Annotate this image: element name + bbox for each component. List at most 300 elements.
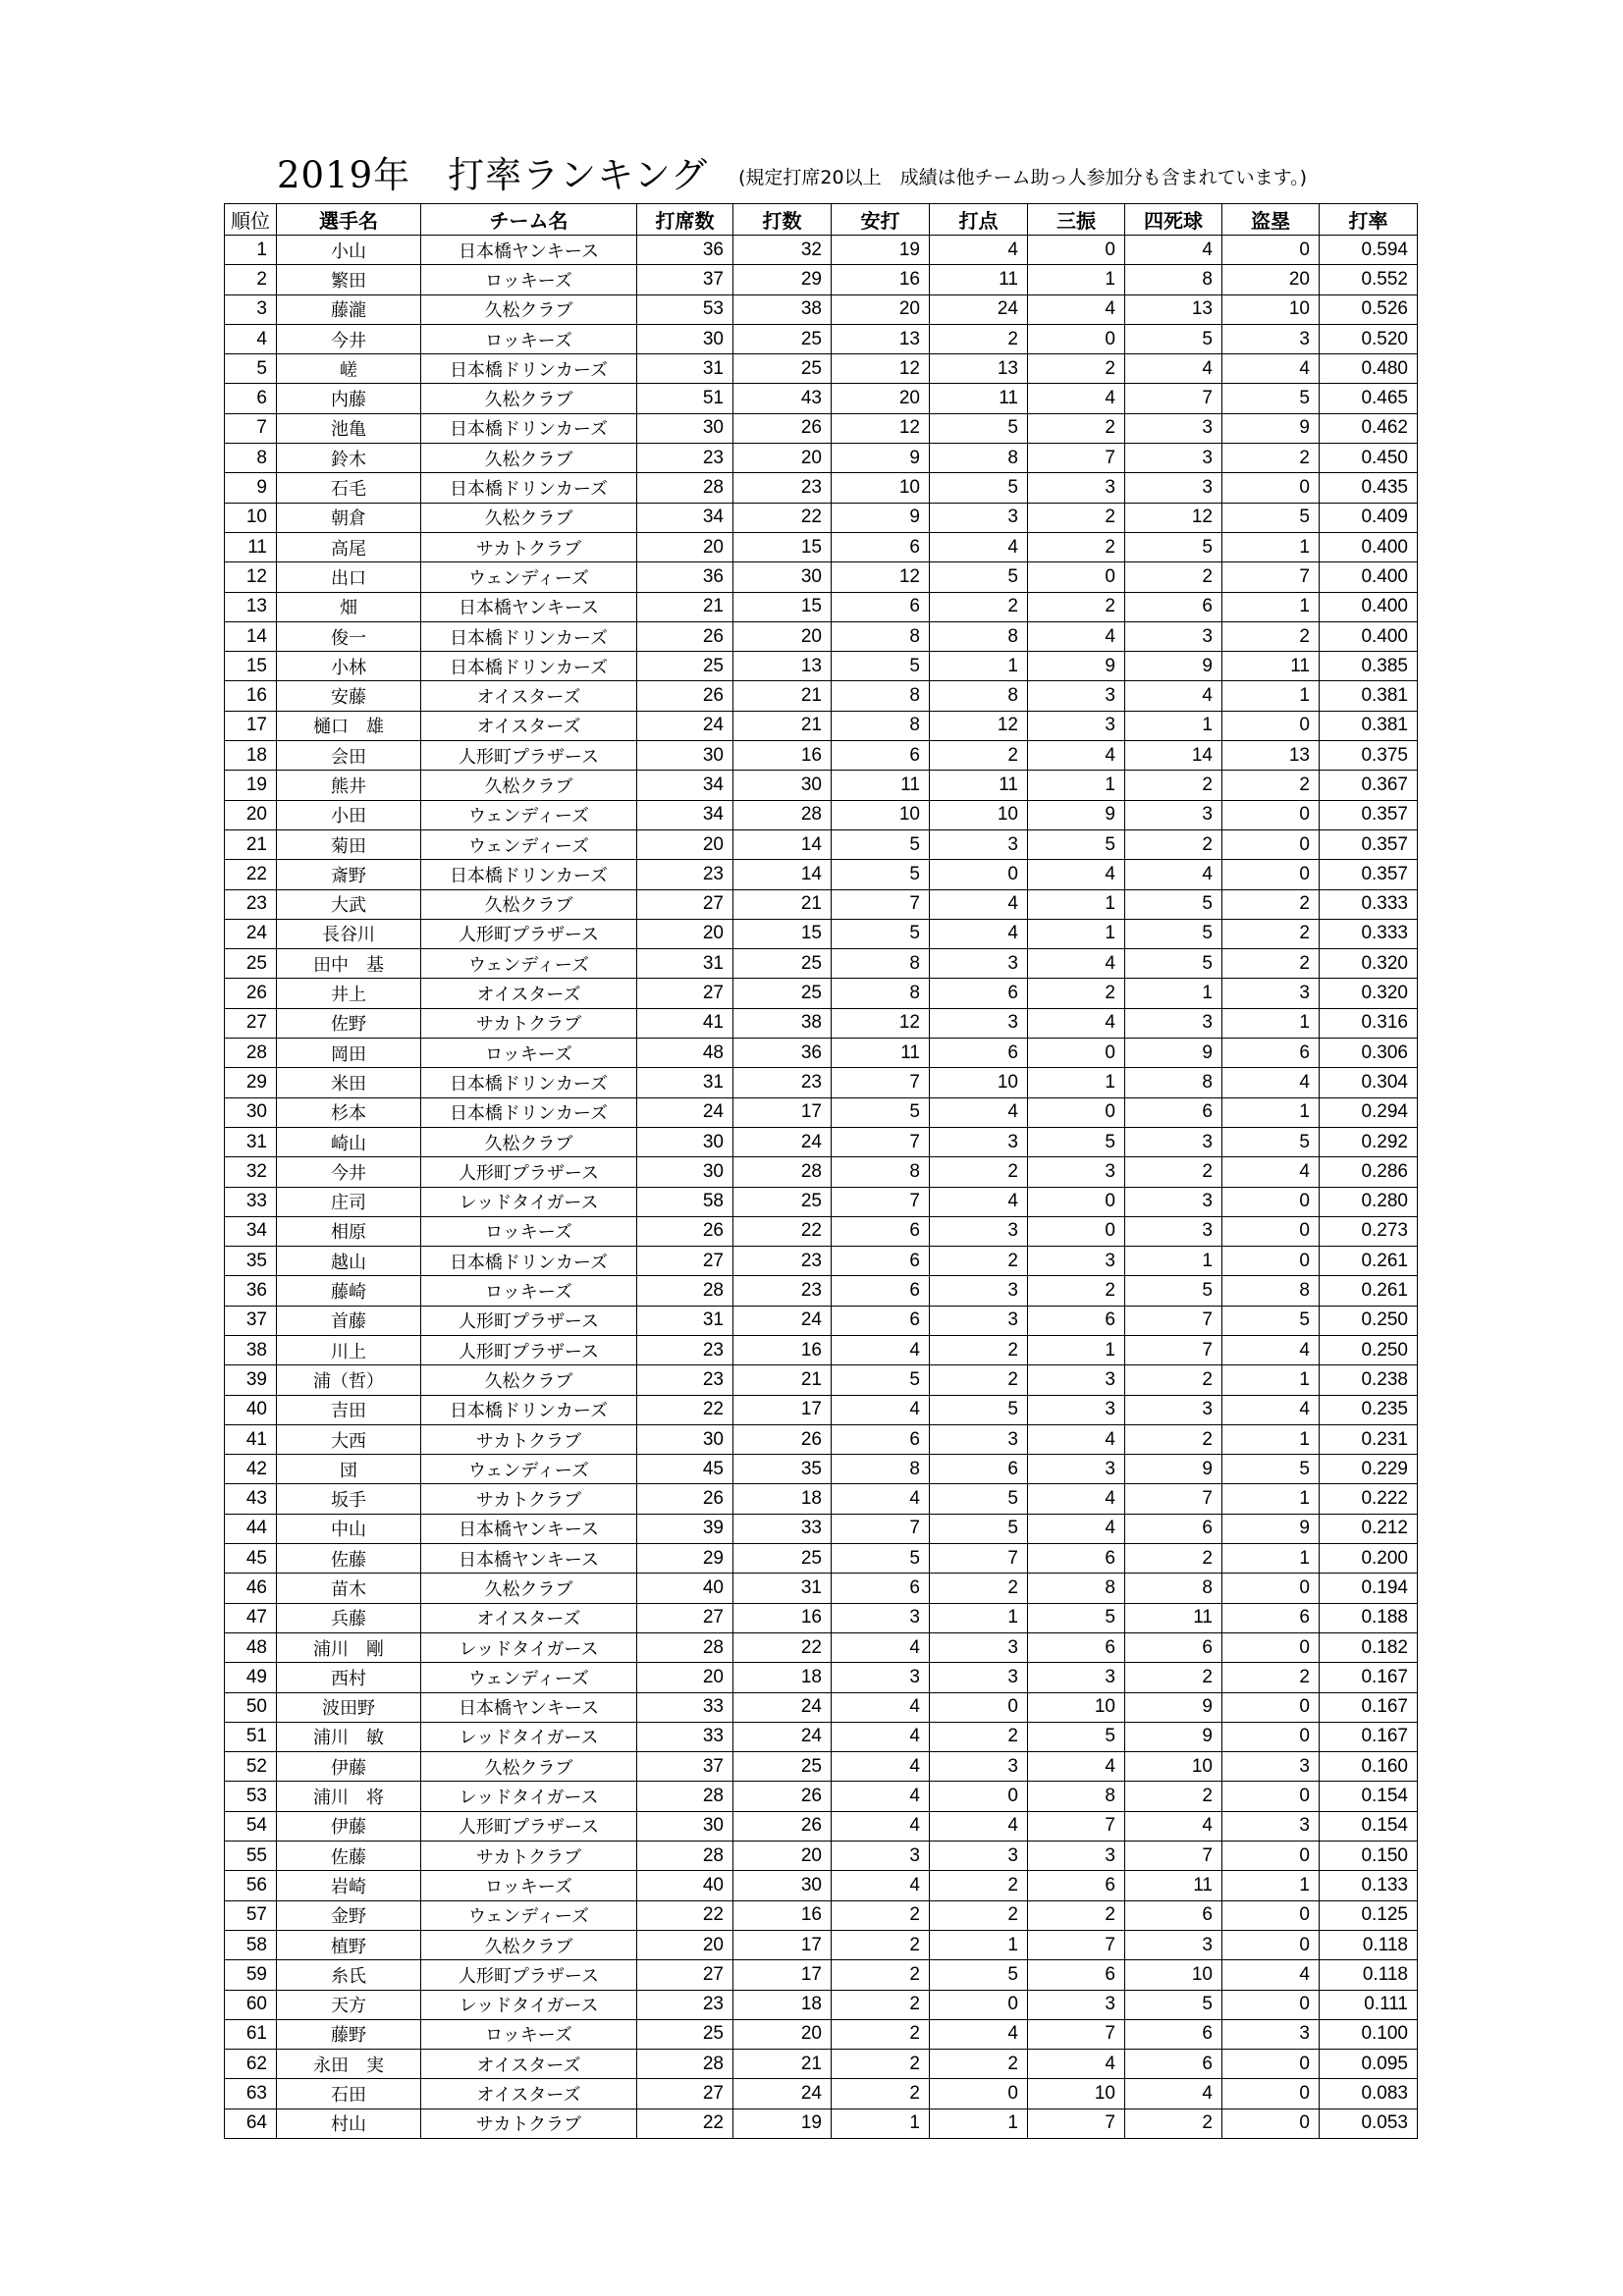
cell-walks: 2 — [1125, 1544, 1222, 1574]
batting-ranking-table — [224, 203, 1418, 2139]
cell-walks: 9 — [1125, 1722, 1222, 1751]
cell-rank: 46 — [225, 1574, 277, 1603]
cell-steals: 0 — [1222, 1187, 1320, 1216]
cell-rank: 9 — [225, 473, 277, 503]
cell-hits: 5 — [832, 652, 930, 681]
cell-strikeouts: 7 — [1028, 1930, 1125, 1959]
cell-rbi: 4 — [930, 236, 1028, 265]
cell-hits: 12 — [832, 354, 930, 384]
cell-hits: 4 — [832, 1782, 930, 1811]
cell-steals: 0 — [1222, 1692, 1320, 1722]
cell-team-name: 日本橋ドリンカーズ — [421, 860, 637, 889]
table-row — [225, 1455, 1418, 1484]
cell-steals: 0 — [1222, 236, 1320, 265]
cell-hits: 8 — [832, 621, 930, 651]
cell-steals: 0 — [1222, 860, 1320, 889]
table-row — [225, 711, 1418, 740]
cell-strikeouts: 3 — [1028, 1842, 1125, 1871]
cell-team-name: ウェンディーズ — [421, 1455, 637, 1484]
cell-steals: 0 — [1222, 2079, 1320, 2109]
cell-strikeouts: 6 — [1028, 1544, 1125, 1574]
cell-batting-average: 0.167 — [1320, 1722, 1418, 1751]
cell-steals: 1 — [1222, 1424, 1320, 1454]
table-row — [225, 1692, 1418, 1722]
cell-batting-average: 0.100 — [1320, 2019, 1418, 2049]
cell-batting-average: 0.261 — [1320, 1276, 1418, 1306]
cell-at-bats: 24 — [733, 1692, 832, 1722]
table-row — [225, 860, 1418, 889]
cell-at-bats: 17 — [733, 1930, 832, 1959]
table-row — [225, 1603, 1418, 1632]
cell-hits: 4 — [832, 1752, 930, 1782]
cell-batting-average: 0.261 — [1320, 1247, 1418, 1276]
cell-rbi: 2 — [930, 1722, 1028, 1751]
cell-at-bats: 35 — [733, 1455, 832, 1484]
cell-team-name: ロッキーズ — [421, 2019, 637, 2049]
cell-hits: 5 — [832, 1097, 930, 1127]
cell-at-bats: 23 — [733, 1247, 832, 1276]
cell-player-name: 金野 — [277, 1900, 421, 1930]
table-row — [225, 1842, 1418, 1871]
cell-rbi: 5 — [930, 473, 1028, 503]
cell-rank: 30 — [225, 1097, 277, 1127]
cell-hits: 2 — [832, 1900, 930, 1930]
cell-batting-average: 0.316 — [1320, 1008, 1418, 1038]
cell-team-name: ロッキーズ — [421, 1216, 637, 1246]
header-rank: 順位 — [225, 204, 277, 236]
cell-walks: 11 — [1125, 1603, 1222, 1632]
cell-player-name: 畑 — [277, 592, 421, 621]
cell-rank: 13 — [225, 592, 277, 621]
cell-walks: 3 — [1125, 444, 1222, 473]
table-row — [225, 294, 1418, 324]
table-row — [225, 949, 1418, 979]
cell-batting-average: 0.222 — [1320, 1484, 1418, 1514]
cell-player-name: 樋口 雄 — [277, 711, 421, 740]
cell-strikeouts: 3 — [1028, 473, 1125, 503]
cell-steals: 3 — [1222, 1752, 1320, 1782]
cell-team-name: 日本橋ドリンカーズ — [421, 1247, 637, 1276]
cell-team-name: 日本橋ヤンキース — [421, 236, 637, 265]
cell-batting-average: 0.385 — [1320, 652, 1418, 681]
cell-plate-appearances: 23 — [637, 1335, 733, 1364]
cell-plate-appearances: 33 — [637, 1692, 733, 1722]
cell-steals: 2 — [1222, 889, 1320, 919]
header-rbi: 打点 — [930, 204, 1028, 236]
cell-team-name: 日本橋ドリンカーズ — [421, 652, 637, 681]
cell-strikeouts: 1 — [1028, 1335, 1125, 1364]
cell-player-name: 朝倉 — [277, 503, 421, 532]
cell-at-bats: 15 — [733, 919, 832, 948]
cell-strikeouts: 7 — [1028, 2019, 1125, 2049]
cell-at-bats: 15 — [733, 532, 832, 561]
cell-steals: 0 — [1222, 1930, 1320, 1959]
cell-rbi: 3 — [930, 1752, 1028, 1782]
cell-plate-appearances: 27 — [637, 1960, 733, 1990]
cell-at-bats: 16 — [733, 1900, 832, 1930]
cell-batting-average: 0.118 — [1320, 1960, 1418, 1990]
cell-rbi: 4 — [930, 1187, 1028, 1216]
table-row — [225, 592, 1418, 621]
cell-batting-average: 0.520 — [1320, 324, 1418, 353]
cell-walks: 2 — [1125, 829, 1222, 859]
cell-player-name: 相原 — [277, 1216, 421, 1246]
cell-steals: 1 — [1222, 1544, 1320, 1574]
cell-rbi: 0 — [930, 1782, 1028, 1811]
cell-walks: 1 — [1125, 1247, 1222, 1276]
table-row — [225, 800, 1418, 829]
cell-plate-appearances: 27 — [637, 1247, 733, 1276]
cell-hits: 10 — [832, 473, 930, 503]
cell-steals: 5 — [1222, 1306, 1320, 1335]
cell-rank: 54 — [225, 1811, 277, 1841]
cell-player-name: 浦川 剛 — [277, 1632, 421, 1662]
cell-walks: 7 — [1125, 1484, 1222, 1514]
cell-rank: 31 — [225, 1127, 277, 1156]
cell-rank: 15 — [225, 652, 277, 681]
cell-batting-average: 0.552 — [1320, 265, 1418, 294]
cell-player-name: 菊田 — [277, 829, 421, 859]
cell-team-name: ウェンディーズ — [421, 1900, 637, 1930]
cell-player-name: 藤崎 — [277, 1276, 421, 1306]
cell-player-name: 嵯 — [277, 354, 421, 384]
cell-at-bats: 22 — [733, 1632, 832, 1662]
cell-batting-average: 0.160 — [1320, 1752, 1418, 1782]
table-row — [225, 1574, 1418, 1603]
cell-player-name: 俊一 — [277, 621, 421, 651]
table-row — [225, 236, 1418, 265]
cell-strikeouts: 1 — [1028, 889, 1125, 919]
cell-at-bats: 14 — [733, 829, 832, 859]
cell-batting-average: 0.286 — [1320, 1157, 1418, 1187]
cell-team-name: ウェンディーズ — [421, 1663, 637, 1692]
cell-team-name: オイスターズ — [421, 979, 637, 1008]
cell-rbi: 3 — [930, 1632, 1028, 1662]
cell-rank: 29 — [225, 1068, 277, 1097]
cell-batting-average: 0.375 — [1320, 741, 1418, 771]
cell-at-bats: 24 — [733, 1722, 832, 1751]
cell-walks: 10 — [1125, 1960, 1222, 1990]
cell-rank: 22 — [225, 860, 277, 889]
cell-hits: 5 — [832, 1544, 930, 1574]
cell-player-name: 伊藤 — [277, 1752, 421, 1782]
cell-walks: 7 — [1125, 384, 1222, 413]
table-row — [225, 1335, 1418, 1364]
cell-at-bats: 22 — [733, 1216, 832, 1246]
cell-steals: 0 — [1222, 1216, 1320, 1246]
cell-at-bats: 30 — [733, 562, 832, 592]
cell-at-bats: 26 — [733, 413, 832, 443]
cell-rank: 52 — [225, 1752, 277, 1782]
cell-batting-average: 0.357 — [1320, 860, 1418, 889]
cell-team-name: サカトクラブ — [421, 532, 637, 561]
cell-rbi: 2 — [930, 1365, 1028, 1395]
cell-walks: 7 — [1125, 1842, 1222, 1871]
table-row — [225, 444, 1418, 473]
cell-batting-average: 0.229 — [1320, 1455, 1418, 1484]
cell-strikeouts: 10 — [1028, 1692, 1125, 1722]
cell-at-bats: 23 — [733, 1068, 832, 1097]
cell-plate-appearances: 58 — [637, 1187, 733, 1216]
cell-strikeouts: 5 — [1028, 1722, 1125, 1751]
cell-hits: 6 — [832, 1216, 930, 1246]
cell-walks: 8 — [1125, 1068, 1222, 1097]
cell-hits: 7 — [832, 1068, 930, 1097]
cell-batting-average: 0.118 — [1320, 1930, 1418, 1959]
cell-at-bats: 29 — [733, 265, 832, 294]
cell-team-name: 日本橋ドリンカーズ — [421, 1068, 637, 1097]
cell-strikeouts: 3 — [1028, 1247, 1125, 1276]
cell-rbi: 3 — [930, 1663, 1028, 1692]
cell-walks: 6 — [1125, 592, 1222, 621]
cell-batting-average: 0.320 — [1320, 979, 1418, 1008]
cell-player-name: 長谷川 — [277, 919, 421, 948]
cell-batting-average: 0.333 — [1320, 919, 1418, 948]
header-plate-appearances: 打席数 — [637, 204, 733, 236]
cell-player-name: 岡田 — [277, 1039, 421, 1068]
cell-player-name: 崎山 — [277, 1127, 421, 1156]
cell-rbi: 5 — [930, 1960, 1028, 1990]
cell-steals: 3 — [1222, 324, 1320, 353]
cell-plate-appearances: 20 — [637, 532, 733, 561]
cell-rank: 38 — [225, 1335, 277, 1364]
cell-team-name: サカトクラブ — [421, 1484, 637, 1514]
cell-rank: 21 — [225, 829, 277, 859]
cell-hits: 12 — [832, 562, 930, 592]
cell-plate-appearances: 21 — [637, 592, 733, 621]
cell-hits: 20 — [832, 294, 930, 324]
cell-walks: 5 — [1125, 919, 1222, 948]
cell-rank: 19 — [225, 771, 277, 800]
cell-strikeouts: 3 — [1028, 681, 1125, 711]
cell-team-name: 久松クラブ — [421, 1930, 637, 1959]
cell-team-name: 久松クラブ — [421, 1365, 637, 1395]
cell-rank: 11 — [225, 532, 277, 561]
cell-player-name: 小山 — [277, 236, 421, 265]
table-row — [225, 2079, 1418, 2109]
cell-player-name: 浦川 将 — [277, 1782, 421, 1811]
cell-player-name: 波田野 — [277, 1692, 421, 1722]
cell-strikeouts: 2 — [1028, 413, 1125, 443]
cell-rbi: 10 — [930, 1068, 1028, 1097]
cell-hits: 8 — [832, 979, 930, 1008]
table-row — [225, 1663, 1418, 1692]
cell-at-bats: 25 — [733, 1544, 832, 1574]
cell-hits: 6 — [832, 1247, 930, 1276]
cell-hits: 5 — [832, 860, 930, 889]
cell-batting-average: 0.238 — [1320, 1365, 1418, 1395]
cell-hits: 3 — [832, 1603, 930, 1632]
cell-steals: 2 — [1222, 949, 1320, 979]
cell-at-bats: 25 — [733, 354, 832, 384]
cell-rank: 5 — [225, 354, 277, 384]
cell-walks: 3 — [1125, 1930, 1222, 1959]
cell-plate-appearances: 22 — [637, 1900, 733, 1930]
cell-at-bats: 21 — [733, 711, 832, 740]
cell-rank: 44 — [225, 1514, 277, 1543]
table-row — [225, 771, 1418, 800]
cell-team-name: 人形町プラザース — [421, 1306, 637, 1335]
cell-walks: 14 — [1125, 741, 1222, 771]
cell-steals: 0 — [1222, 1574, 1320, 1603]
cell-walks: 6 — [1125, 2050, 1222, 2079]
table-row — [225, 1811, 1418, 1841]
cell-walks: 4 — [1125, 354, 1222, 384]
cell-team-name: サカトクラブ — [421, 1424, 637, 1454]
cell-hits: 8 — [832, 1455, 930, 1484]
cell-batting-average: 0.450 — [1320, 444, 1418, 473]
cell-steals: 0 — [1222, 1842, 1320, 1871]
cell-rank: 12 — [225, 562, 277, 592]
cell-strikeouts: 1 — [1028, 265, 1125, 294]
cell-rbi: 3 — [930, 1216, 1028, 1246]
cell-plate-appearances: 31 — [637, 1068, 733, 1097]
cell-team-name: ロッキーズ — [421, 324, 637, 353]
cell-strikeouts: 5 — [1028, 1603, 1125, 1632]
cell-steals: 1 — [1222, 1871, 1320, 1900]
cell-rbi: 13 — [930, 354, 1028, 384]
cell-batting-average: 0.188 — [1320, 1603, 1418, 1632]
cell-rank: 62 — [225, 2050, 277, 2079]
cell-plate-appearances: 33 — [637, 1722, 733, 1751]
cell-hits: 8 — [832, 711, 930, 740]
table-row — [225, 1960, 1418, 1990]
cell-plate-appearances: 20 — [637, 1930, 733, 1959]
cell-strikeouts: 0 — [1028, 562, 1125, 592]
cell-at-bats: 21 — [733, 1365, 832, 1395]
cell-steals: 9 — [1222, 413, 1320, 443]
cell-hits: 9 — [832, 503, 930, 532]
cell-steals: 0 — [1222, 2109, 1320, 2138]
cell-player-name: 西村 — [277, 1663, 421, 1692]
cell-rbi: 6 — [930, 1455, 1028, 1484]
cell-walks: 7 — [1125, 1306, 1222, 1335]
cell-walks: 4 — [1125, 860, 1222, 889]
cell-team-name: ウェンディーズ — [421, 800, 637, 829]
table-row — [225, 2019, 1418, 2049]
cell-plate-appearances: 30 — [637, 413, 733, 443]
cell-strikeouts: 9 — [1028, 800, 1125, 829]
cell-hits: 7 — [832, 1514, 930, 1543]
cell-rbi: 0 — [930, 860, 1028, 889]
cell-rank: 40 — [225, 1395, 277, 1424]
cell-rank: 42 — [225, 1455, 277, 1484]
cell-rank: 35 — [225, 1247, 277, 1276]
cell-walks: 3 — [1125, 1187, 1222, 1216]
cell-hits: 19 — [832, 236, 930, 265]
cell-team-name: ロッキーズ — [421, 1871, 637, 1900]
cell-strikeouts: 4 — [1028, 1484, 1125, 1514]
cell-rbi: 4 — [930, 1097, 1028, 1127]
cell-plate-appearances: 30 — [637, 741, 733, 771]
cell-team-name: 日本橋ヤンキース — [421, 1514, 637, 1543]
cell-rbi: 5 — [930, 562, 1028, 592]
cell-walks: 8 — [1125, 1574, 1222, 1603]
cell-walks: 2 — [1125, 2109, 1222, 2138]
cell-steals: 1 — [1222, 592, 1320, 621]
cell-plate-appearances: 28 — [637, 1842, 733, 1871]
cell-team-name: 日本橋ドリンカーズ — [421, 1097, 637, 1127]
cell-strikeouts: 3 — [1028, 1990, 1125, 2019]
cell-rank: 48 — [225, 1632, 277, 1662]
cell-rbi: 2 — [930, 1335, 1028, 1364]
cell-player-name: 村山 — [277, 2109, 421, 2138]
cell-steals: 2 — [1222, 919, 1320, 948]
cell-team-name: ウェンディーズ — [421, 949, 637, 979]
cell-steals: 1 — [1222, 681, 1320, 711]
cell-walks: 13 — [1125, 294, 1222, 324]
table-row — [225, 2109, 1418, 2138]
cell-player-name: 石毛 — [277, 473, 421, 503]
cell-steals: 0 — [1222, 2050, 1320, 2079]
cell-rank: 53 — [225, 1782, 277, 1811]
cell-player-name: 永田 実 — [277, 2050, 421, 2079]
cell-rbi: 3 — [930, 1276, 1028, 1306]
cell-player-name: 吉田 — [277, 1395, 421, 1424]
cell-at-bats: 21 — [733, 889, 832, 919]
cell-batting-average: 0.083 — [1320, 2079, 1418, 2109]
cell-batting-average: 0.294 — [1320, 1097, 1418, 1127]
cell-rbi: 2 — [930, 741, 1028, 771]
cell-hits: 2 — [832, 1960, 930, 1990]
cell-plate-appearances: 48 — [637, 1039, 733, 1068]
cell-rank: 60 — [225, 1990, 277, 2019]
cell-plate-appearances: 30 — [637, 1157, 733, 1187]
cell-hits: 6 — [832, 532, 930, 561]
cell-at-bats: 20 — [733, 2019, 832, 2049]
cell-batting-average: 0.381 — [1320, 711, 1418, 740]
cell-steals: 8 — [1222, 1276, 1320, 1306]
cell-at-bats: 43 — [733, 384, 832, 413]
cell-strikeouts: 1 — [1028, 771, 1125, 800]
cell-at-bats: 24 — [733, 1127, 832, 1156]
cell-batting-average: 0.150 — [1320, 1842, 1418, 1871]
cell-at-bats: 20 — [733, 444, 832, 473]
cell-hits: 5 — [832, 829, 930, 859]
cell-at-bats: 25 — [733, 1752, 832, 1782]
cell-rank: 7 — [225, 413, 277, 443]
cell-steals: 6 — [1222, 1039, 1320, 1068]
cell-hits: 2 — [832, 1930, 930, 1959]
cell-strikeouts: 0 — [1028, 1216, 1125, 1246]
cell-team-name: レッドタイガース — [421, 1782, 637, 1811]
cell-strikeouts: 6 — [1028, 1306, 1125, 1335]
cell-rbi: 4 — [930, 2019, 1028, 2049]
cell-player-name: 首藤 — [277, 1306, 421, 1335]
cell-plate-appearances: 36 — [637, 562, 733, 592]
cell-player-name: 越山 — [277, 1247, 421, 1276]
cell-at-bats: 16 — [733, 741, 832, 771]
cell-player-name: 天方 — [277, 1990, 421, 2019]
cell-hits: 16 — [832, 265, 930, 294]
cell-hits: 6 — [832, 1424, 930, 1454]
cell-strikeouts: 4 — [1028, 949, 1125, 979]
cell-hits: 4 — [832, 1632, 930, 1662]
cell-strikeouts: 0 — [1028, 236, 1125, 265]
cell-batting-average: 0.250 — [1320, 1335, 1418, 1364]
table-row — [225, 681, 1418, 711]
cell-rank: 64 — [225, 2109, 277, 2138]
cell-team-name: 人形町プラザース — [421, 1335, 637, 1364]
cell-rbi: 3 — [930, 1842, 1028, 1871]
cell-batting-average: 0.154 — [1320, 1782, 1418, 1811]
cell-rbi: 3 — [930, 829, 1028, 859]
cell-plate-appearances: 31 — [637, 354, 733, 384]
cell-walks: 10 — [1125, 1752, 1222, 1782]
cell-rbi: 4 — [930, 889, 1028, 919]
cell-hits: 6 — [832, 1574, 930, 1603]
cell-batting-average: 0.306 — [1320, 1039, 1418, 1068]
